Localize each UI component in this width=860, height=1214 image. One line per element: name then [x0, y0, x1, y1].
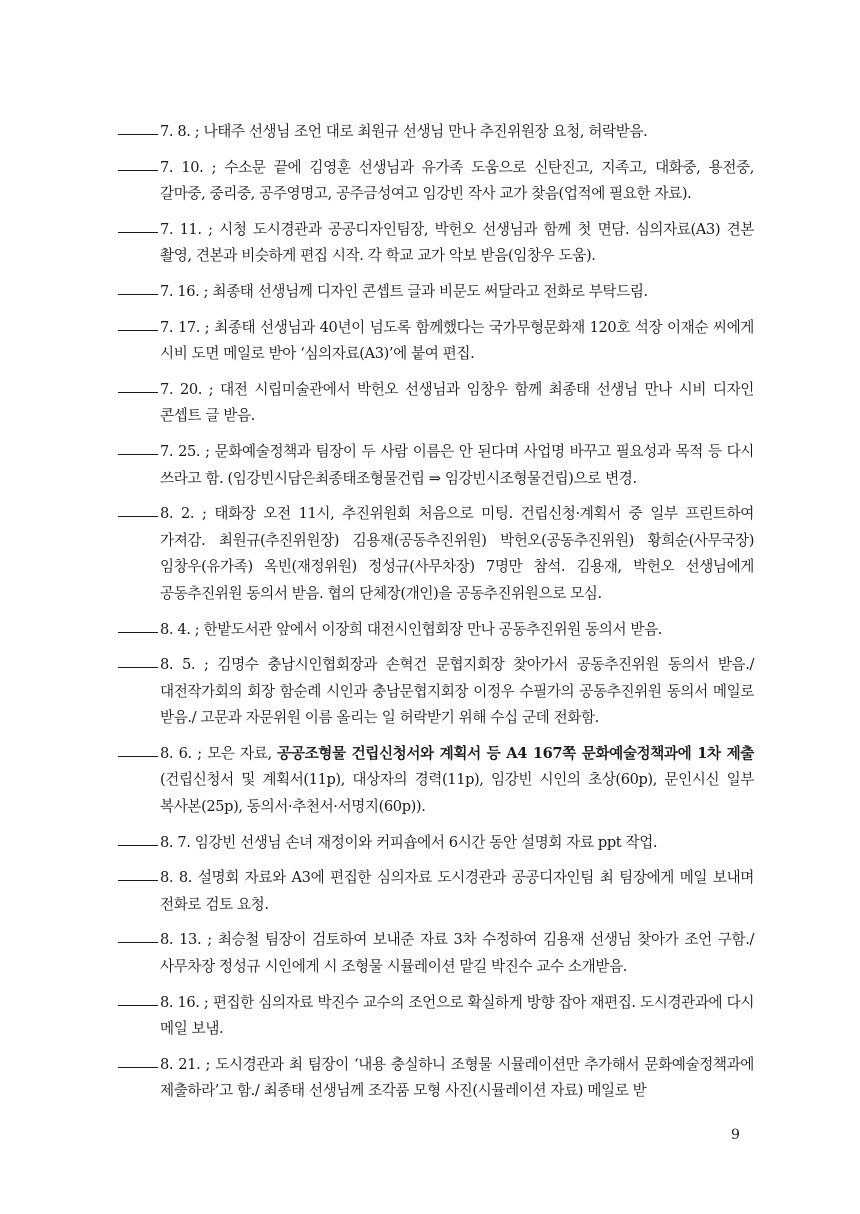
- entry-dash: [118, 391, 158, 393]
- entry-dash: [118, 453, 158, 455]
- list-item: [118, 279, 754, 306]
- entry-dash: [118, 293, 158, 295]
- entry-dash: [118, 879, 158, 881]
- entry-dash: [118, 329, 158, 331]
- entry-text: 8. 13. ; 최승철 팀장이 검토하여 보내준 자료 3차 수정하여 김용재 선생님 찾아가 조언 구함./ 사무차장 정성규 시인에게 시 조형물 시뮬레이션 맡길 박진수 교수 소개받음.: [160, 931, 755, 976]
- entry-dash: [118, 1004, 158, 1006]
- entry-text: 8. 4. ; 한밭도서관 앞에서 이장희 대전시인협회장 만나 공동추진위원 동의서 받음.: [160, 620, 663, 638]
- entry-dash: [118, 844, 158, 846]
- entry-text: 7. 10. ; 수소문 끝에 김영훈 선생님과 유가족 도움으로 신탄진고, 지족고, 대화중, 용전중, 갈마중, 중리중, 공주영명고, 공주금성여고 임강빈 작사 교가 찾음(업적에 필요한 자료).: [160, 158, 754, 203]
- entry-text: 7. 8. ; 나태주 선생님 조언 대로 최원규 선생님 만나 추진위원장 요청, 허락받음.: [160, 123, 648, 140]
- list-item: [118, 501, 754, 607]
- entry-dash: [118, 515, 158, 517]
- page-number: 9: [731, 1127, 740, 1143]
- list-item: [118, 155, 754, 208]
- entry-text: 8. 8. 설명회 자료와 A3에 편집한 심의자료 도시경관과 공공디자인팀 최 팀장에게 메일 보내며 전화로 검토 요청.: [160, 869, 754, 913]
- list-item: [118, 217, 754, 270]
- list-item: [118, 439, 754, 492]
- entry-text: 7. 25. ; 문화예술정책과 팀장이 두 사람 이름은 안 된다며 사업명 바꾸고 필요성과 목적 등 다시 쓰라고 함. (임강빈시담은최종태조형물건립 ⇒ 임강빈시조형물건립)으로 변경.: [160, 442, 755, 487]
- entry-text: 8. 5. ; 김명수 충남시인협회장과 손혁건 문협지회장 찾아가서 공동추진위원 동의서 받음./ 대전작가회의 회장 함순례 시인과 충남문협지회장 이정우 수필가의 공동추진위원 동의서 메일로 받음./ 고문과 자문위원 이름 올리는 일 허락받기 위해 수십 군데 전화함.: [160, 656, 754, 727]
- list-item: [118, 119, 754, 146]
- entry-dash: [118, 1066, 158, 1068]
- entry-text: 8. 7. 임강빈 선생님 손녀 재정이와 커피숍에서 6시간 동안 설명회 자료 ppt 작업.: [160, 833, 658, 851]
- document-body: [118, 119, 754, 1114]
- list-item: [118, 315, 754, 368]
- entry-dash: [118, 631, 158, 633]
- list-item: [118, 830, 754, 857]
- list-item: [118, 990, 754, 1043]
- list-item: [118, 617, 754, 644]
- entry-text: 7. 11. ; 시청 도시경관과 공공디자인팀장, 박헌오 선생님과 함께 첫 면담. 심의자료(A3) 견본 촬영, 견본과 비슷하게 편집 시작. 각 학교 교가 악보 받음(임창우 도움).: [160, 220, 755, 265]
- entry-dash: [118, 755, 158, 757]
- list-item: [118, 652, 754, 732]
- entry-text: 8. 6. ; 모은 자료, 공공조형물 건립신청서와 계획서 등 A4 167쪽 문화예술정책과에 1차 제출(건립신청서 및 계획서(11p), 대상자의 경력(11p), 임강빈 시인의 초상(60p), 문인시신 일부 복사본(25p), 동의서·추천서·서명지(60p)).: [160, 744, 754, 816]
- entry-text: 8. 21. ; 도시경관과 최 팀장이 ‘내용 충실하니 조형물 시뮬레이션만 추가해서 문화예술정책과에 제출하라’고 함./ 최종태 선생님께 조각품 모형 사진(시뮬레이션 자료) 메일로 받: [160, 1055, 754, 1100]
- entry-dash: [118, 231, 158, 233]
- entry-text: 7. 16. ; 최종태 선생님께 디자인 콘셉트 글과 비문도 써달라고 전화로 부탁드림.: [160, 282, 648, 300]
- entry-text: 8. 16. ; 편집한 심의자료 박진수 교수의 조언으로 확실하게 방향 잡아 재편집. 도시경관과에 다시 메일 보냄.: [160, 993, 755, 1038]
- list-item: [118, 377, 754, 430]
- list-item: [118, 865, 754, 918]
- entry-text: 8. 2. ; 태화장 오전 11시, 추진위원회 처음으로 미팅. 건립신청·계획서 중 일부 프린트하여 가져감. 최원규(추진위원장) 김용재(공동추진위원) 박헌오(공동추진위원) 황희순(사무국장) 임창우(유가족) 옥빈(재정위원) 정성규(사무차장) 7명만 참석. 김용재, 박헌오 선생님에게 공동추진위원 동의서 받음. 협의 단체장(개인)을 공동추진위원으로 모심.: [160, 505, 754, 602]
- entry-dash: [118, 941, 158, 943]
- list-item: [118, 927, 754, 980]
- list-item: [118, 1052, 754, 1105]
- entry-dash: [118, 666, 158, 668]
- list-item: [118, 741, 754, 821]
- bold-highlight: 공공조형물 건립신청서와 계획서 등 A4 167쪽 문화예술정책과에 1차 제출: [277, 744, 754, 762]
- entry-dash: [118, 169, 158, 171]
- entry-text: 7. 20. ; 대전 시립미술관에서 박헌오 선생님과 임창우 함께 최종태 선생님 만나 시비 디자인 콘셉트 글 받음.: [160, 380, 754, 425]
- entry-text: 7. 17. ; 최종태 선생님과 40년이 넘도록 함께했다는 국가무형문화재 120호 석장 이재순 씨에게 시비 도면 메일로 받아 ‘심의자료(A3)’에 붙여 편집.: [160, 318, 755, 363]
- entry-dash: [118, 133, 158, 135]
